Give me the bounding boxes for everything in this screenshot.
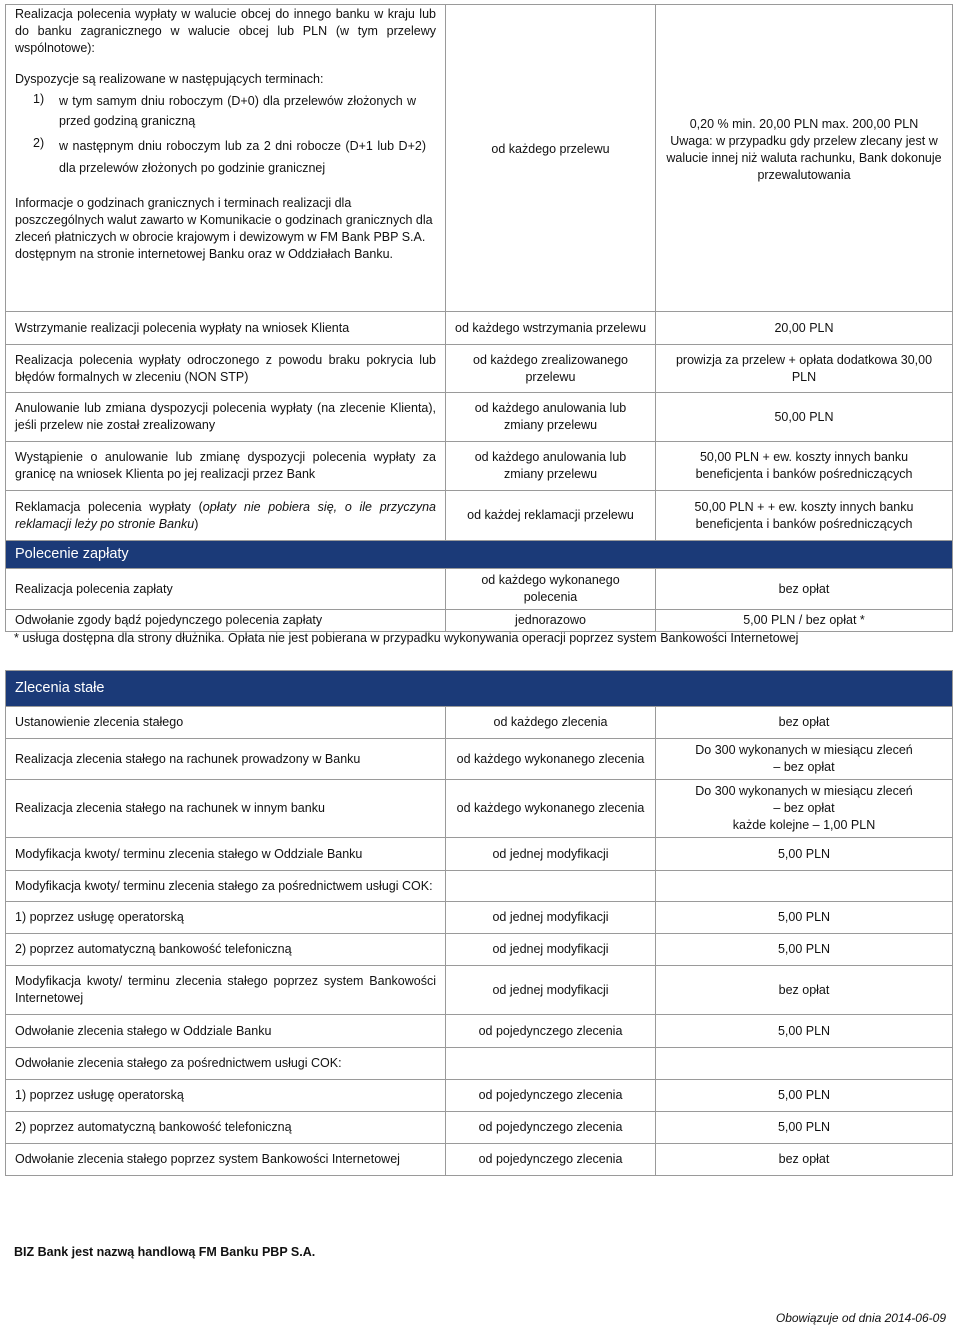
- table-row: [6, 739, 953, 780]
- basis-cell: od jednej modyfikacji: [446, 934, 656, 966]
- basis-cell: od każdego anulowania lub zmiany przelewu: [446, 393, 656, 442]
- intro-text: Realizacja polecenia wypłaty w walucie obcej do innego banku w kraju lub do banku zagranicznego w walucie obcej lub PLN (w tym przelewy wspólnotowe):: [15, 7, 436, 55]
- table-row: [6, 871, 953, 902]
- fee-cell: 50,00 PLN + ew. koszty innych banku beneficjenta i banków pośredniczących: [656, 442, 953, 491]
- basis-cell: od pojedynczego zlecenia: [446, 1112, 656, 1144]
- table-row: [6, 1112, 953, 1144]
- footer-brand: BIZ Bank jest nazwą handlową FM Banku PBP S.A.: [14, 1245, 316, 1259]
- fee-cell: 5,00 PLN: [656, 1015, 953, 1048]
- fee-cell: 50,00 PLN + + ew. koszty innych banku beneficjenta i banków pośredniczących: [656, 491, 953, 541]
- service-cell: Realizacja zlecenia stałego na rachunek w innym banku: [6, 780, 446, 838]
- section-title: Zlecenia stałe: [6, 671, 953, 707]
- fee-cell: bez opłat: [656, 1144, 953, 1176]
- terms-list: [33, 91, 436, 179]
- basis-cell: od każdej reklamacji przelewu: [446, 491, 656, 541]
- table-row: [6, 491, 953, 541]
- service-cell: 2) poprzez automatyczną bankowość telefoniczną: [6, 934, 446, 966]
- table-row: [6, 1048, 953, 1080]
- fee-cell: 5,00 PLN / bez opłat *: [656, 610, 953, 632]
- fee-cell: prowizja za przelew + opłata dodatkowa 30,00 PLN: [656, 345, 953, 393]
- fee-cell: 0,20 % min. 20,00 PLN max. 200,00 PLN Uwaga: w przypadku gdy przelew zlecany jest w walucie innej niż waluta rachunku, Bank dokonuje przewalutowania: [656, 5, 953, 312]
- service-cell: Ustanowienie zlecenia stałego: [6, 707, 446, 739]
- table-row: [6, 838, 953, 871]
- table-row: [6, 393, 953, 442]
- fee-cell: 5,00 PLN: [656, 838, 953, 871]
- table-row: [6, 966, 953, 1015]
- fee-table-standing-orders: [5, 670, 953, 1176]
- service-cell: Realizacja polecenia zapłaty: [6, 569, 446, 610]
- fee-cell: 50,00 PLN: [656, 393, 953, 442]
- service-cell: Realizacja polecenia wypłaty odroczonego z powodu braku pokrycia lub błędów formalnych w zleceniu (NON STP): [6, 345, 446, 393]
- service-cell: Realizacja zlecenia stałego na rachunek prowadzony w Banku: [6, 739, 446, 780]
- footnote: * usługa dostępna dla strony dłużnika. Opłata nie jest pobierana w przypadku wykonywania operacji poprzez system Bankowości Internetowej: [14, 631, 799, 645]
- table-row: [6, 345, 953, 393]
- list-item: 1) w tym samym dniu roboczym (D+0) dla przelewów złożonych w przed godziną graniczną: [33, 92, 416, 128]
- basis-cell: [446, 1048, 656, 1080]
- list-item: 2) w następnym dniu roboczym lub za 2 dni robocze (D+1 lub D+2) dla przelewów złożonych po godzinie granicznej: [33, 136, 426, 175]
- section-title: Polecenie zapłaty: [6, 541, 953, 569]
- basis-cell: od jednej modyfikacji: [446, 902, 656, 934]
- table-row: [6, 569, 953, 610]
- table-row: [6, 934, 953, 966]
- table-row: [6, 707, 953, 739]
- table-row: [6, 442, 953, 491]
- info-text: Informacje o godzinach granicznych i terminach realizacji dla poszczególnych walut zawarto w Komunikacie o godzinach granicznych dla zleceń płatniczych w obrocie krajowym i dewizowym w FM Bank PBP S.A. dostępnym na stronie internetowej Banku oraz w Oddziałach Banku.: [15, 196, 433, 261]
- basis-cell: jednorazowo: [446, 610, 656, 632]
- basis-cell: od każdego wykonanego zlecenia: [446, 739, 656, 780]
- service-cell: Odwołanie zgody bądź pojedynczego polecenia zapłaty: [6, 610, 446, 632]
- service-cell: 2) poprzez automatyczną bankowość telefoniczną: [6, 1112, 446, 1144]
- fee-cell: Do 300 wykonanych w miesiącu zleceń – bez opłat każde kolejne – 1,00 PLN: [656, 780, 953, 838]
- basis-cell: od każdego wykonanego polecenia: [446, 569, 656, 610]
- fee-cell: bez opłat: [656, 966, 953, 1015]
- service-cell: 1) poprzez usługę operatorską: [6, 1080, 446, 1112]
- basis-cell: od każdego wykonanego zlecenia: [446, 780, 656, 838]
- basis-cell: od każdego anulowania lub zmiany przelewu: [446, 442, 656, 491]
- service-cell: Odwołanie zlecenia stałego za pośrednictwem usługi COK:: [6, 1048, 446, 1080]
- basis-cell: od pojedynczego zlecenia: [446, 1144, 656, 1176]
- basis-cell: od pojedynczego zlecenia: [446, 1015, 656, 1048]
- service-cell: 1) poprzez usługę operatorską: [6, 902, 446, 934]
- table-row: [6, 902, 953, 934]
- service-cell: Modyfikacja kwoty/ terminu zlecenia stałego w Oddziale Banku: [6, 838, 446, 871]
- section-header: [6, 671, 953, 707]
- fee-cell: 20,00 PLN: [656, 312, 953, 345]
- fee-cell: 5,00 PLN: [656, 934, 953, 966]
- table-row: [6, 610, 953, 632]
- fee-cell: 5,00 PLN: [656, 1080, 953, 1112]
- service-cell: Modyfikacja kwoty/ terminu zlecenia stałego poprzez system Bankowości Internetowej: [6, 966, 446, 1015]
- table-row: [6, 312, 953, 345]
- basis-cell: od każdego przelewu: [446, 5, 656, 312]
- footer-effective-date: Obowiązuje od dnia 2014-06-09: [775, 1311, 946, 1325]
- fee-cell: 5,00 PLN: [656, 1112, 953, 1144]
- fee-cell: bez opłat: [656, 707, 953, 739]
- basis-cell: od każdego zrealizowanego przelewu: [446, 345, 656, 393]
- fee-table-transfers: [5, 4, 953, 632]
- service-cell: Wstrzymanie realizacji polecenia wypłaty na wniosek Klienta: [6, 312, 446, 345]
- basis-cell: od pojedynczego zlecenia: [446, 1080, 656, 1112]
- basis-cell: od jednej modyfikacji: [446, 838, 656, 871]
- table-row: [6, 1015, 953, 1048]
- table-row: [6, 1080, 953, 1112]
- table-row: [6, 780, 953, 838]
- basis-cell: od każdego zlecenia: [446, 707, 656, 739]
- service-cell: Modyfikacja kwoty/ terminu zlecenia stałego za pośrednictwem usługi COK:: [6, 871, 446, 902]
- section-header: [6, 541, 953, 569]
- basis-cell: [446, 871, 656, 902]
- basis-cell: od każdego wstrzymania przelewu: [446, 312, 656, 345]
- table-row: [6, 1144, 953, 1176]
- fee-cell: [656, 1048, 953, 1080]
- service-cell: [6, 5, 446, 312]
- service-cell: Reklamacja polecenia wypłaty (opłaty nie pobiera się, o ile przyczyna reklamacji leży po stronie Banku): [6, 491, 446, 541]
- service-cell: Wystąpienie o anulowanie lub zmianę dyspozycji polecenia wypłaty za granicę na wniosek Klienta po jej realizacji przez Bank: [6, 442, 446, 491]
- fee-cell: bez opłat: [656, 569, 953, 610]
- fee-cell: [656, 871, 953, 902]
- terms-heading: Dyspozycje są realizowane w następujących terminach:: [15, 72, 324, 86]
- fee-cell: 5,00 PLN: [656, 902, 953, 934]
- service-cell: Anulowanie lub zmiana dyspozycji polecenia wypłaty (na zlecenie Klienta), jeśli przelew nie został zrealizowany: [6, 393, 446, 442]
- service-cell: Odwołanie zlecenia stałego poprzez system Bankowości Internetowej: [6, 1144, 446, 1176]
- fee-cell: Do 300 wykonanych w miesiącu zleceń – bez opłat: [656, 739, 953, 780]
- table-row: [6, 5, 953, 312]
- service-cell: Odwołanie zlecenia stałego w Oddziale Banku: [6, 1015, 446, 1048]
- basis-cell: od jednej modyfikacji: [446, 966, 656, 1015]
